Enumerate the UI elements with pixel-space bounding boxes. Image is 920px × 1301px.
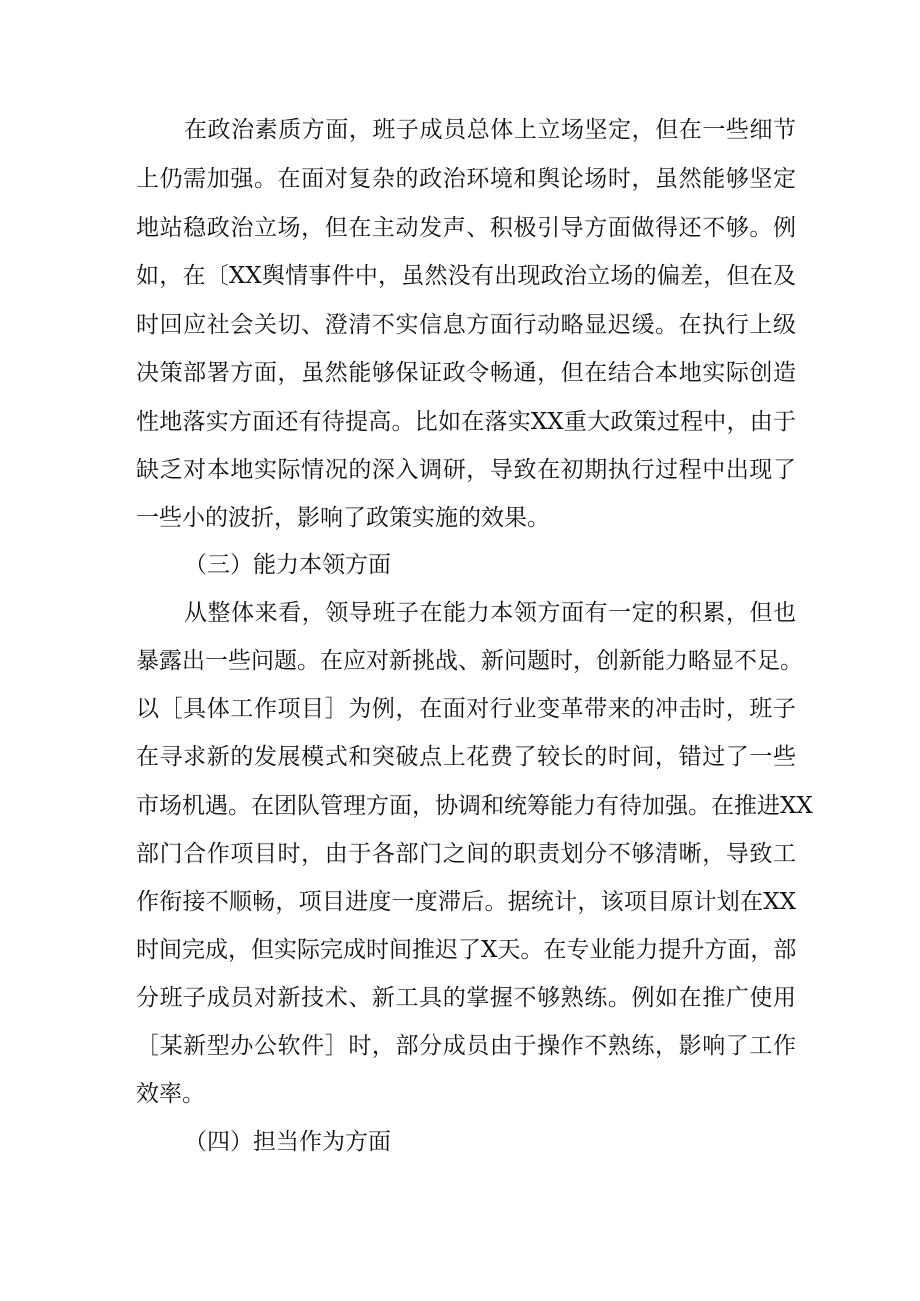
paragraph-2-line-10: ［某新型办公软件］时，部分成员由于操作不熟练，影响了工作 bbox=[136, 1033, 796, 1059]
paragraph-1-line-4: 如，在〔XX舆情事件中，虽然没有出现政治立场的偏差，但在及 bbox=[136, 263, 796, 289]
paragraph-2-line-1: 从整体来看，领导班子在能力本领方面有一定的积累，但也 bbox=[184, 600, 796, 626]
paragraph-2-line-3: 以［具体工作项目］为例，在面对行业变革带来的冲击时，班子 bbox=[136, 696, 796, 722]
paragraph-2-line-11: 效率。 bbox=[136, 1081, 205, 1107]
paragraph-1-line-9: 一些小的波折，影响了政策实施的效果。 bbox=[136, 505, 550, 531]
paragraph-1-line-2: 上仍需加强。在面对复杂的政治环境和舆论场时，虽然能够坚定 bbox=[136, 166, 796, 192]
paragraph-2-line-2: 暴露出一些问题。在应对新挑战、新问题时，创新能力略显不足。 bbox=[136, 648, 803, 674]
paragraph-1-line-6: 决策部署方面，虽然能够保证政令畅通，但在结合本地实际创造 bbox=[136, 360, 796, 386]
paragraph-2-line-7: 作衔接不顺畅，项目进度一度滞后。据统计，该项目原计划在XX bbox=[136, 889, 796, 915]
paragraph-1-line-1: 在政治素质方面，班子成员总体上立场坚定，但在一些细节 bbox=[184, 117, 796, 143]
paragraph-2-line-9: 分班子成员对新技术、新工具的掌握不够熟练。例如在推广使用 bbox=[136, 985, 796, 1011]
paragraph-1-line-5: 时回应社会关切、澄清不实信息方面行动略显迟缓。在执行上级 bbox=[136, 312, 796, 338]
paragraph-1-line-7: 性地落实方面还有待提高。比如在落实XX重大政策过程中，由于 bbox=[136, 409, 796, 435]
paragraph-2-line-8: 时间完成，但实际完成时间推迟了X天。在专业能力提升方面，部 bbox=[136, 937, 797, 963]
paragraph-2-line-4: 在寻求新的发展模式和突破点上花费了较长的时间，错过了一些 bbox=[136, 744, 796, 770]
paragraph-2-line-5: 市场机遇。在团队管理方面，协调和统筹能力有待加强。在推进XX bbox=[136, 793, 813, 819]
section-heading-ability: （三）能力本领方面 bbox=[184, 552, 391, 578]
paragraph-1-line-3: 地站稳政治立场，但在主动发声、积极引导方面做得还不够。例 bbox=[136, 215, 796, 241]
section-heading-responsibility: （四）担当作为方面 bbox=[184, 1129, 391, 1155]
paragraph-1-line-8: 缺乏对本地实际情况的深入调研，导致在初期执行过程中出现了 bbox=[136, 457, 796, 483]
paragraph-2-line-6: 部门合作项目时，由于各部门之间的职责划分不够清晰，导致工 bbox=[136, 841, 796, 867]
